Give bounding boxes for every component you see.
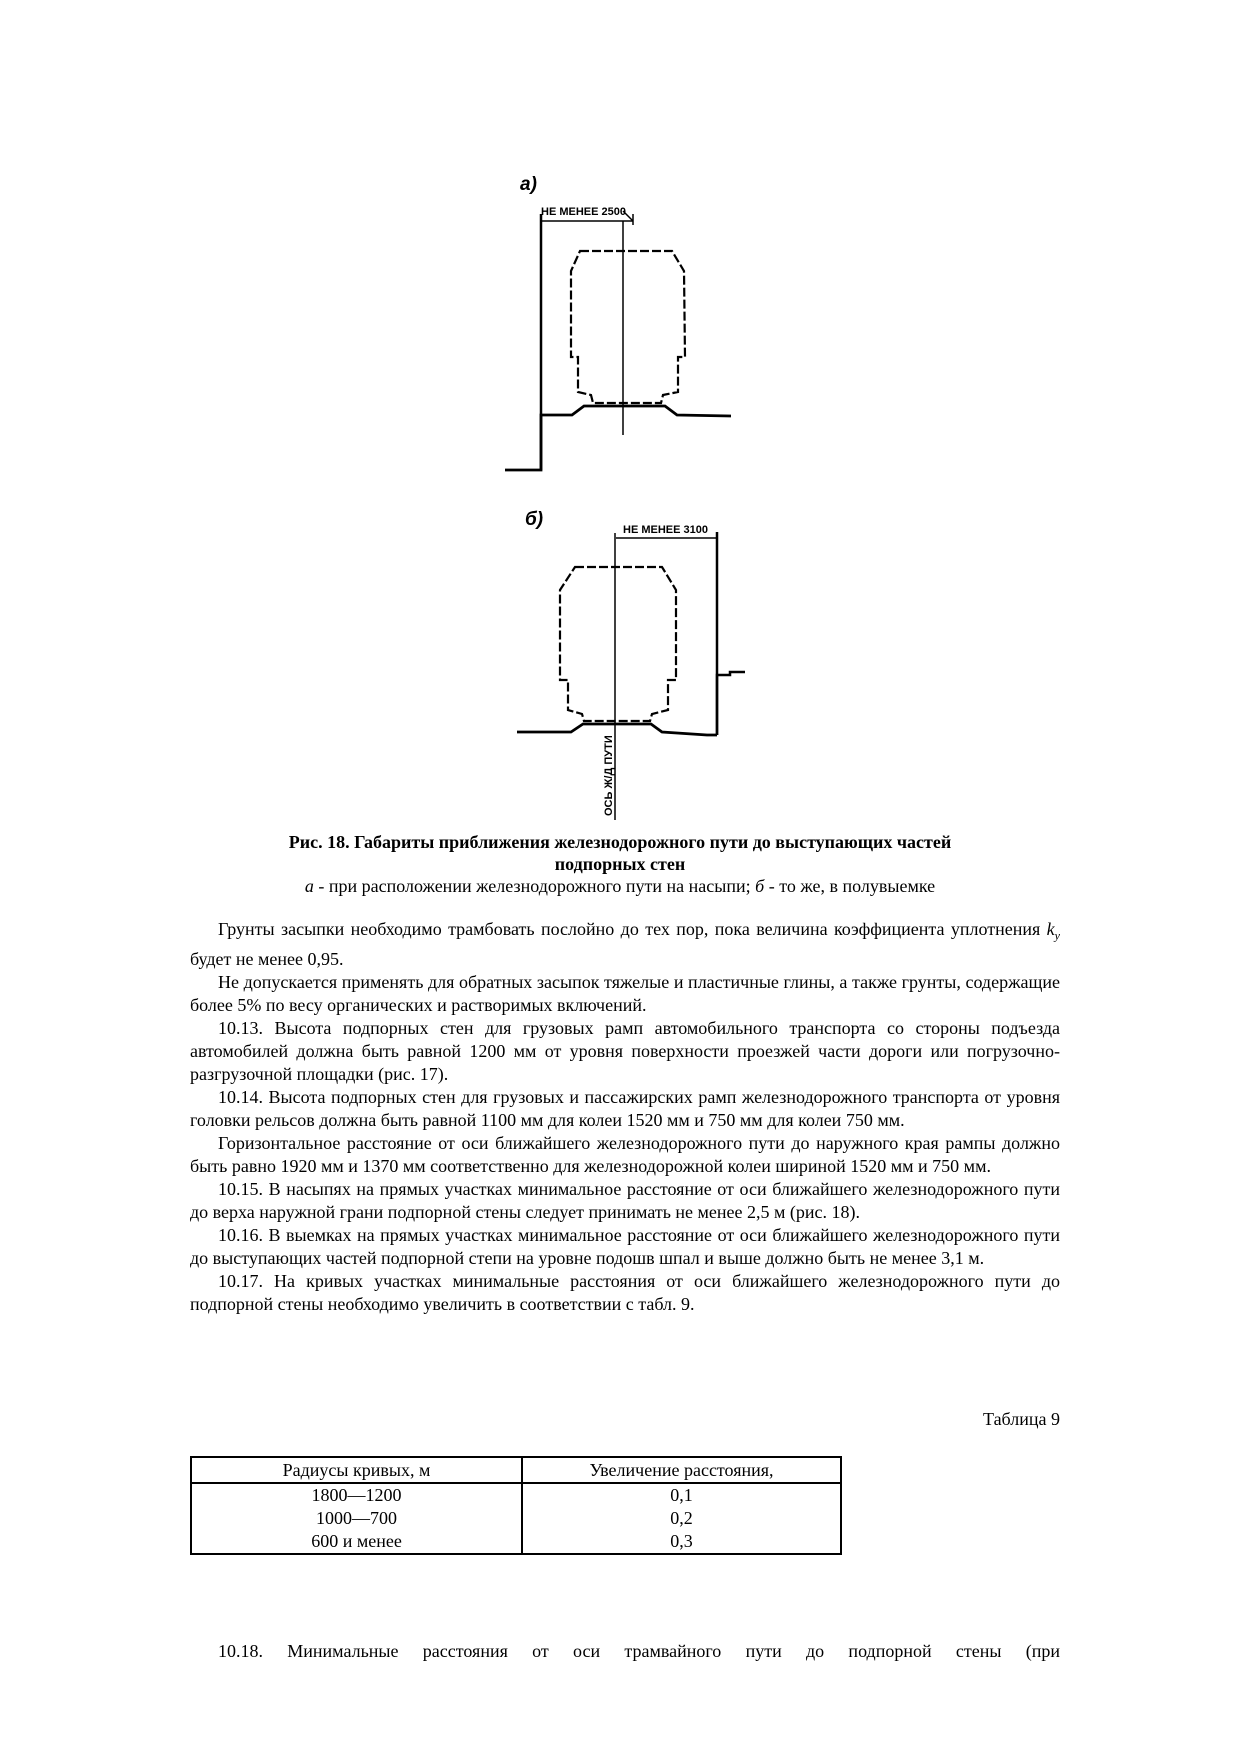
table-header-row — [191, 1457, 841, 1483]
table-row — [191, 1530, 841, 1554]
paragraph: Не допускается применять для обратных засыпок тяжелые и пластичные глины, а также грунты, содержащие более 5% по весу органических и растворимых включений. — [190, 971, 1060, 1015]
table-row — [191, 1507, 841, 1530]
coefficient-symbol: k — [1046, 919, 1055, 939]
caption-sub-b: б — [755, 876, 765, 896]
paragraph — [190, 918, 1060, 971]
paragraph-text: Грунты засыпки необходимо трамбовать послойно до тех пор, пока величина коэффициента уплотнения — [218, 919, 1047, 939]
table-header-cell: Увеличение расстояния, — [522, 1457, 841, 1483]
dimension-label-b: НЕ МЕНЕЕ 3100 — [623, 524, 708, 536]
table-row — [191, 1483, 841, 1507]
table-cell: 1000—700 — [191, 1507, 522, 1530]
figure-caption — [190, 831, 1050, 897]
paragraph: Горизонтальное расстояние от оси ближайшего железнодорожного пути до наружного края рампы должно быть равно 1920 мм и 1370 мм соответственно для железнодорожной колеи шириной 1520 мм и 750 мм. — [190, 1132, 1060, 1176]
caption-sub-text1: - при расположении железнодорожного пути на насыпи; — [313, 876, 756, 896]
table-cell: 0,2 — [522, 1507, 841, 1530]
figure-label-b: б) — [525, 509, 544, 530]
caption-sub-a: а — [304, 876, 314, 896]
figure-label-a: а) — [520, 174, 537, 195]
caption-title-line2: подпорных стен — [554, 854, 686, 874]
table-number-label: Таблица 9 — [983, 1409, 1060, 1429]
paragraph: 10.14. Высота подпорных стен для грузовых и пассажирских рамп железнодорожного транспорта от уровня головки рельсов должна быть равной 1100 мм для колеи 1520 мм и 750 мм для колеи 750 мм. — [190, 1086, 1060, 1130]
paragraph: 10.13. Высота подпорных стен для грузовых рамп автомобильного транспорта со стороны подъезда автомобилей должна быть равной 1200 мм от уровня поверхности проезжей части дороги или погрузочно-разгрузочной площадки (рис. 17). — [190, 1017, 1060, 1084]
coefficient-subscript: y — [1054, 928, 1060, 943]
diagram-a — [505, 211, 731, 470]
table-cell: 0,1 — [522, 1483, 841, 1507]
caption-sub-text2: - то же, в полувыемке — [764, 876, 936, 896]
paragraph-10-18: 10.18. Минимальные расстояния от оси трамвайного пути до подпорной стены (при — [218, 1641, 1060, 1661]
table-cell: 600 и менее — [191, 1530, 522, 1554]
dimension-label-a: НЕ МЕНЕЕ 2500 — [541, 206, 626, 218]
table-cell: 0,3 — [522, 1530, 841, 1554]
axis-label: ОСЬ Ж/Д ПУТИ — [603, 735, 615, 816]
caption-subtitle — [190, 875, 1050, 897]
table-cell: 1800—1200 — [191, 1483, 522, 1507]
figure-18-diagram — [0, 0, 1240, 840]
paragraph: 10.16. В выемках на прямых участках минимальное расстояние от оси ближайшего железнодорожного пути до выступающих частей подпорной степи на уровне подошв шпал и выше должно быть не менее 3,1 м. — [190, 1224, 1060, 1268]
table-header-cell: Радиусы кривых, м — [191, 1457, 522, 1483]
table-9 — [190, 1456, 842, 1555]
diagram-b — [517, 532, 745, 820]
paragraph: 10.15. В насыпях на прямых участках минимальное расстояние от оси ближайшего железнодорожного пути до верха наружной грани подпорной стены следует принимать не менее 2,5 м (рис. 18). — [190, 1178, 1060, 1222]
paragraph: 10.17. На кривых участках минимальные расстояния от оси ближайшего железнодорожного пути до подпорной стены необходимо увеличить в соответствии с табл. 9. — [190, 1270, 1060, 1314]
body-text — [190, 918, 1060, 1316]
paragraph-text: будет не менее 0,95. — [190, 948, 344, 969]
caption-title-line1: Рис. 18. Габариты приближения железнодорожного пути до выступающих частей — [288, 832, 952, 852]
